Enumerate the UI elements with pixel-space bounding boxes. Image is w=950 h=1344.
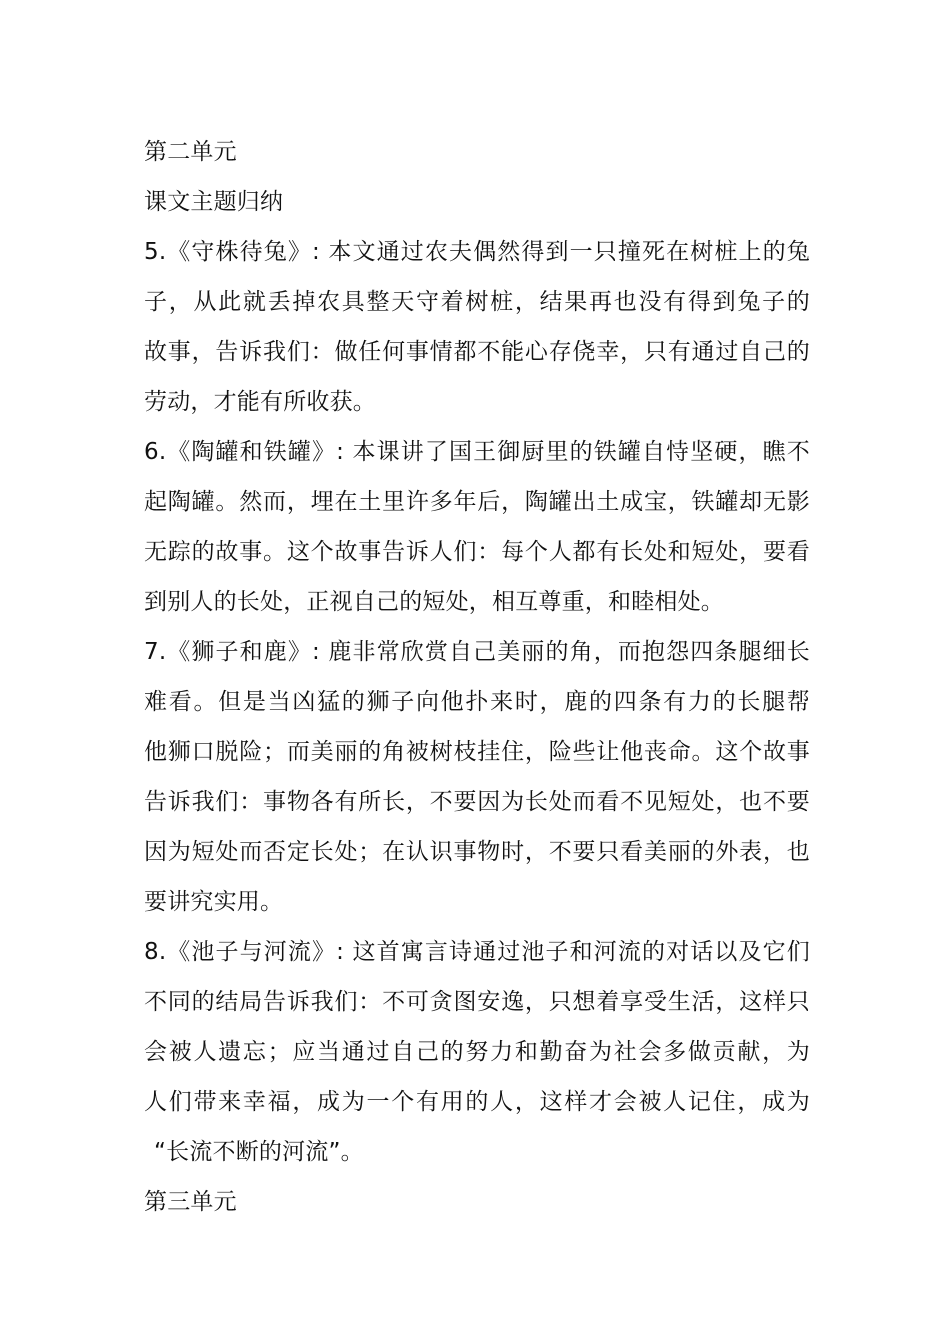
paragraph-line: 不同的结局告诉我们：不可贪图安逸，只想着享受生活，这样只: [144, 989, 810, 1015]
paragraph-line: 要讲究实用。: [144, 889, 284, 915]
paragraph-line: 因为短处而否定长处；在认识事物时，不要只看美丽的外表，也: [144, 839, 810, 865]
paragraph-line: 劳动，才能有所收获。: [144, 389, 376, 415]
paragraph-line: 会被人遗忘；应当通过自己的努力和勤奋为社会多做贡献，为: [144, 1039, 810, 1065]
paragraph-line: 到别人的长处，正视自己的短处，相互尊重，和睦相处。: [144, 589, 724, 615]
paragraph-line: 6.《陶罐和铁罐》: 本课讲了国王御厨里的铁罐自恃坚硬，瞧不: [144, 439, 810, 465]
paragraph-line: “长流不断的河流”。: [154, 1139, 364, 1165]
paragraph-line: 子，从此就丢掉农具整天守着树桩，结果再也没有得到兔子的: [144, 289, 810, 315]
paragraph-lesson-8: [144, 927, 810, 1177]
section-heading: 课文主题归纳: [144, 189, 284, 215]
paragraph-line: 无踪的故事。这个故事告诉人们：每个人都有长处和短处，要看: [144, 539, 810, 565]
document-body: [144, 127, 810, 1227]
paragraph-line: 7.《狮子和鹿》: 鹿非常欣赏自己美丽的角，而抱怨四条腿细长: [144, 639, 810, 665]
unit-heading-2: 第二单元: [144, 139, 237, 165]
paragraph-line: 人们带来幸福，成为一个有用的人，这样才会被人记住，成为: [144, 1089, 810, 1115]
paragraph-line: 8.《池子与河流》: 这首寓言诗通过池子和河流的对话以及它们: [144, 939, 810, 965]
paragraph-lesson-6: [144, 427, 810, 627]
paragraph-line: 他狮口脱险；而美丽的角被树枝挂住，险些让他丧命。这个故事: [144, 739, 810, 765]
paragraph-line: 告诉我们：事物各有所长，不要因为长处而看不见短处，也不要: [144, 789, 810, 815]
paragraph-line: 难看。但是当凶猛的狮子向他扑来时，鹿的四条有力的长腿帮: [144, 689, 810, 715]
paragraph-line: 故事，告诉我们：做任何事情都不能心存侥幸，只有通过自己的: [144, 339, 810, 365]
paragraph-lesson-7: [144, 627, 810, 927]
unit-heading-3: 第三单元: [144, 1189, 237, 1215]
paragraph-line: 5.《守株待兔》: 本文通过农夫偶然得到一只撞死在树桩上的兔: [144, 239, 810, 265]
paragraph-line: 起陶罐。然而，埋在土里许多年后，陶罐出土成宝，铁罐却无影: [144, 489, 810, 515]
paragraph-lesson-5: [144, 227, 810, 427]
